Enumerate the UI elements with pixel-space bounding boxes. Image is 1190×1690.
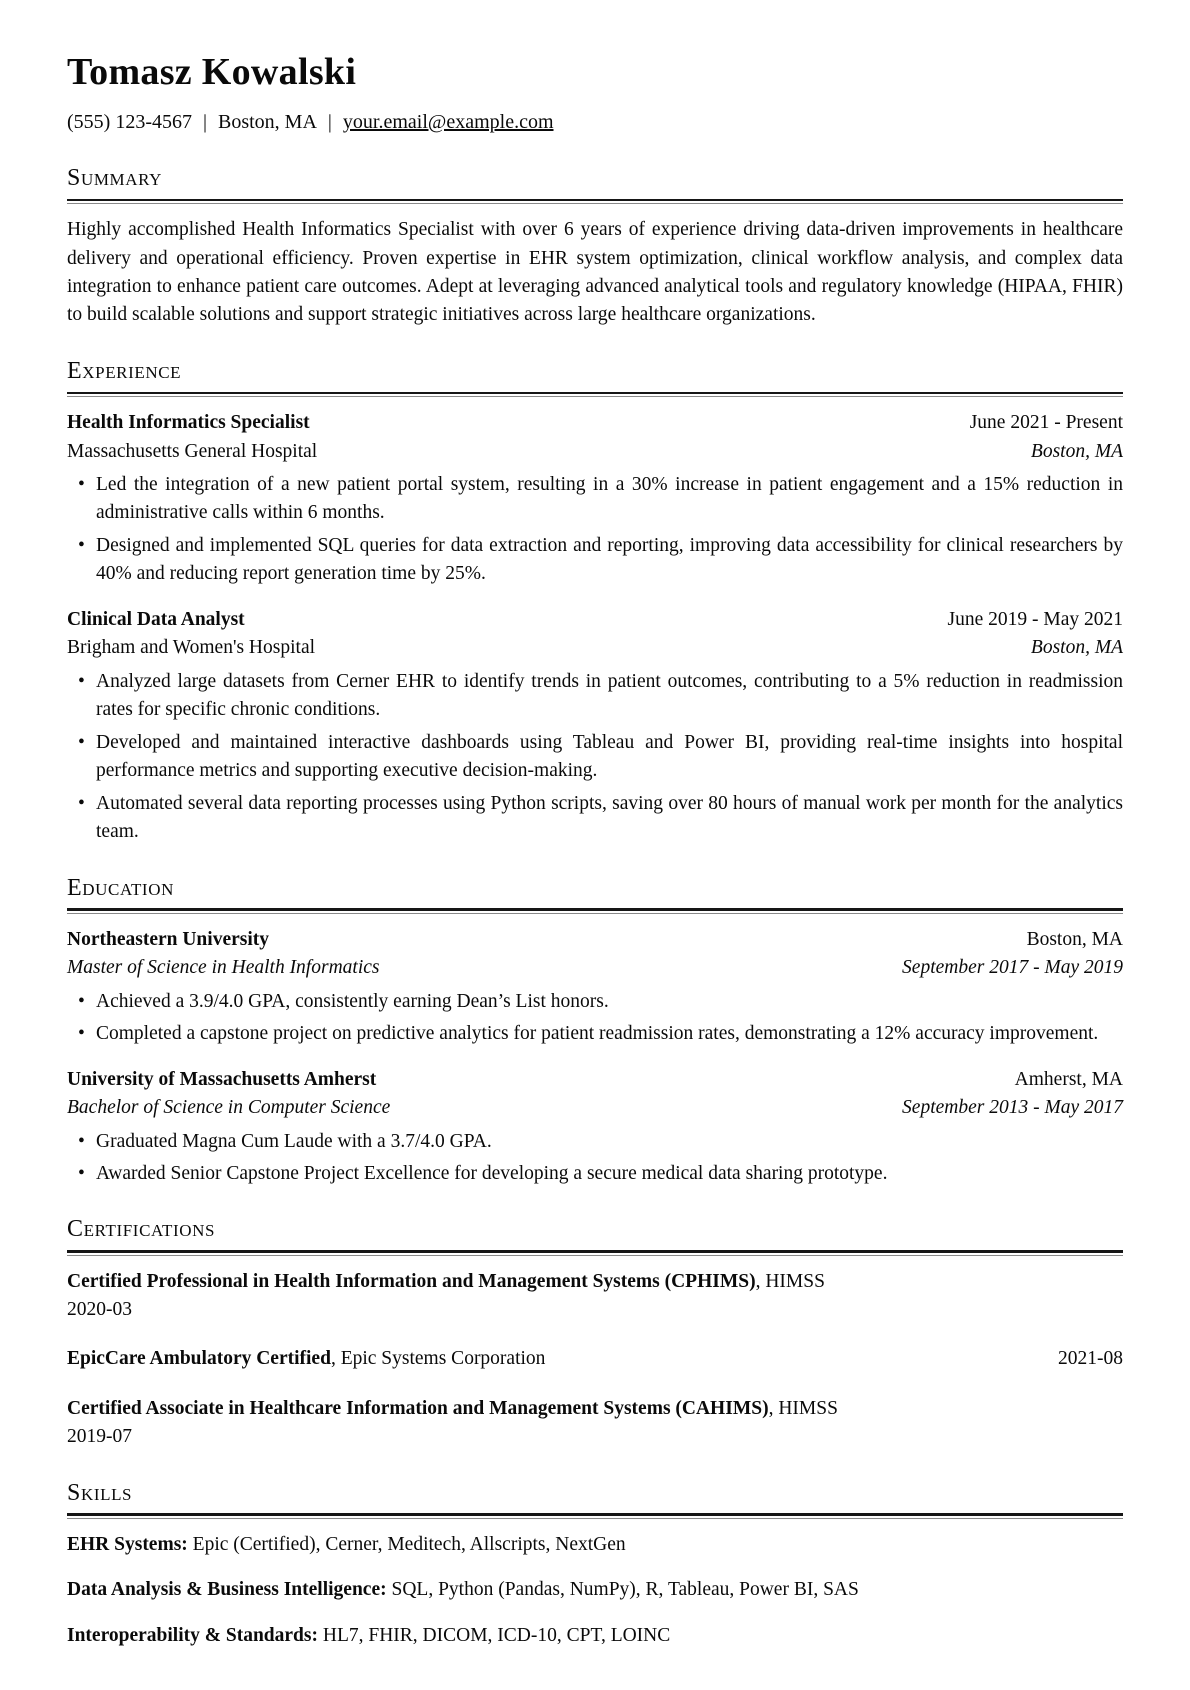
certification-issuer: , HIMSS <box>755 1270 825 1292</box>
school-location: Amherst, MA <box>1014 1068 1123 1090</box>
education-bullet: • Achieved a 3.9/4.0 GPA, consistently earning Dean’s List honors. <box>67 988 1123 1016</box>
skill-category-label: Interoperability & Standards: <box>67 1624 318 1646</box>
section-title-summary: Summary <box>67 164 163 191</box>
certification-date: 2020-03 <box>67 1299 132 1321</box>
contact-location: Boston, MA <box>218 110 317 133</box>
school-header-row <box>67 1066 1123 1094</box>
section-education <box>67 875 1123 1189</box>
school-subheader-row <box>67 954 1123 982</box>
education-bullet: • Graduated Magna Cum Laude with a 3.7/4.0 GPA. <box>67 1128 1123 1156</box>
contact-separator: | <box>202 110 207 133</box>
degree-dates: September 2013 - May 2017 <box>902 1097 1123 1119</box>
certification-name: Certified Professional in Health Information and Management Systems (CPHIMS) <box>67 1270 756 1292</box>
certification-item <box>67 1345 1123 1373</box>
job-dates: June 2019 - May 2021 <box>947 608 1123 630</box>
certification-name: EpicCare Ambulatory Certified <box>67 1348 331 1370</box>
job-header-row <box>67 606 1123 634</box>
skill-values: SQL, Python (Pandas, NumPy), R, Tableau, Power BI, SAS <box>391 1579 859 1601</box>
contact-separator: | <box>327 110 332 133</box>
candidate-name: Tomasz Kowalski <box>67 51 357 93</box>
phone-number: (555) 123-4567 <box>67 110 192 133</box>
section-rule <box>67 392 1123 395</box>
section-rule <box>67 1513 1123 1516</box>
job-role: Clinical Data Analyst <box>67 608 245 630</box>
skill-values: HL7, FHIR, DICOM, ICD-10, CPT, LOINC <box>322 1624 671 1646</box>
experience-bullet: • Led the integration of a new patient portal system, resulting in a 30% increase in patient engagement and a 15% reduction in administrative calls within 6 months. <box>67 471 1123 528</box>
skill-category-label: EHR Systems: <box>67 1533 188 1555</box>
contact-line <box>67 108 1123 137</box>
school-name: University of Massachusetts Amherst <box>67 1068 377 1090</box>
education-bullet: • Awarded Senior Capstone Project Excellence for developing a secure medical data sharing prototype. <box>67 1160 1123 1188</box>
degree-name: Bachelor of Science in Computer Science <box>67 1097 391 1119</box>
degree-dates: September 2017 - May 2019 <box>902 957 1123 979</box>
school-bullet-list <box>67 988 1123 1049</box>
section-skills <box>67 1480 1123 1651</box>
school-header-row <box>67 926 1123 954</box>
job-location: Boston, MA <box>1030 440 1123 462</box>
experience-bullet: • Analyzed large datasets from Cerner EHR to identify trends in patient outcomes, contributing to a 5% reduction in readmission rates for specific chronic conditions. <box>67 668 1123 725</box>
job-subheader-row <box>67 438 1123 466</box>
job-company: Massachusetts General Hospital <box>67 440 318 462</box>
education-entry <box>67 1066 1123 1189</box>
section-rule <box>67 1250 1123 1253</box>
section-title-skills: Skills <box>67 1479 133 1506</box>
experience-bullet: • Automated several data reporting processes using Python scripts, saving over 80 hours of manual work per month for the analytics team. <box>67 790 1123 847</box>
section-certifications <box>67 1216 1123 1451</box>
certification-issuer: , HIMSS <box>768 1397 838 1419</box>
experience-entry <box>67 409 1123 589</box>
section-title-experience: Experience <box>67 357 182 384</box>
job-role: Health Informatics Specialist <box>67 412 310 434</box>
skill-line <box>67 1531 1123 1559</box>
school-bullet-list <box>67 1128 1123 1189</box>
skill-line <box>67 1622 1123 1650</box>
degree-name: Master of Science in Health Informatics <box>67 957 380 979</box>
job-header-row <box>67 409 1123 437</box>
section-rule <box>67 199 1123 202</box>
job-company: Brigham and Women's Hospital <box>67 637 316 659</box>
education-bullet: • Completed a capstone project on predictive analytics for patient readmission rates, demonstrating a 12% accuracy improvement. <box>67 1020 1123 1048</box>
section-rule <box>67 908 1123 911</box>
job-bullet-list <box>67 471 1123 589</box>
section-title-certifications: Certifications <box>67 1216 216 1243</box>
skill-category-label: Data Analysis & Business Intelligence: <box>67 1579 387 1601</box>
skill-values: Epic (Certified), Cerner, Meditech, Allscripts, NextGen <box>192 1533 626 1555</box>
certification-name: Certified Associate in Healthcare Information and Management Systems (CAHIMS) <box>67 1397 769 1419</box>
experience-bullet: • Designed and implemented SQL queries for data extraction and reporting, improving data accessibility for clinical researchers by 40% and reducing report generation time by 25%. <box>67 532 1123 589</box>
job-bullet-list <box>67 668 1123 847</box>
school-name: Northeastern University <box>67 928 269 950</box>
experience-entry <box>67 606 1123 847</box>
job-location: Boston, MA <box>1030 637 1123 659</box>
education-entry <box>67 926 1123 1049</box>
school-subheader-row <box>67 1094 1123 1122</box>
certification-date: 2021-08 <box>1058 1348 1123 1370</box>
job-subheader-row <box>67 634 1123 662</box>
section-title-education: Education <box>67 874 174 901</box>
job-dates: June 2021 - Present <box>969 412 1123 434</box>
skill-line <box>67 1576 1123 1604</box>
summary-text: Highly accomplished Health Informatics Specialist with over 6 years of experience driving data-driven improvements in healthcare delivery and operational efficiency. Proven expertise in EHR system optimization, clinical workflow analysis, and complex data integration to enhance patient care outcomes. Adept at leveraging advanced analytical tools and regulatory knowledge (HIPAA, FHIR) to build scalable solutions and support strategic initiatives across large healthcare organizations. <box>67 219 1123 326</box>
certification-date: 2019-07 <box>67 1426 132 1448</box>
section-summary <box>67 165 1123 330</box>
certification-issuer: , Epic Systems Corporation <box>330 1348 546 1370</box>
certification-item <box>67 1268 1123 1325</box>
school-location: Boston, MA <box>1026 928 1123 950</box>
email-link[interactable]: your.email@example.com <box>342 110 554 133</box>
experience-bullet: • Developed and maintained interactive dashboards using Tableau and Power BI, providing real-time insights into hospital performance metrics and supporting executive decision-making. <box>67 729 1123 786</box>
section-experience <box>67 358 1123 847</box>
certification-item <box>67 1395 1123 1452</box>
